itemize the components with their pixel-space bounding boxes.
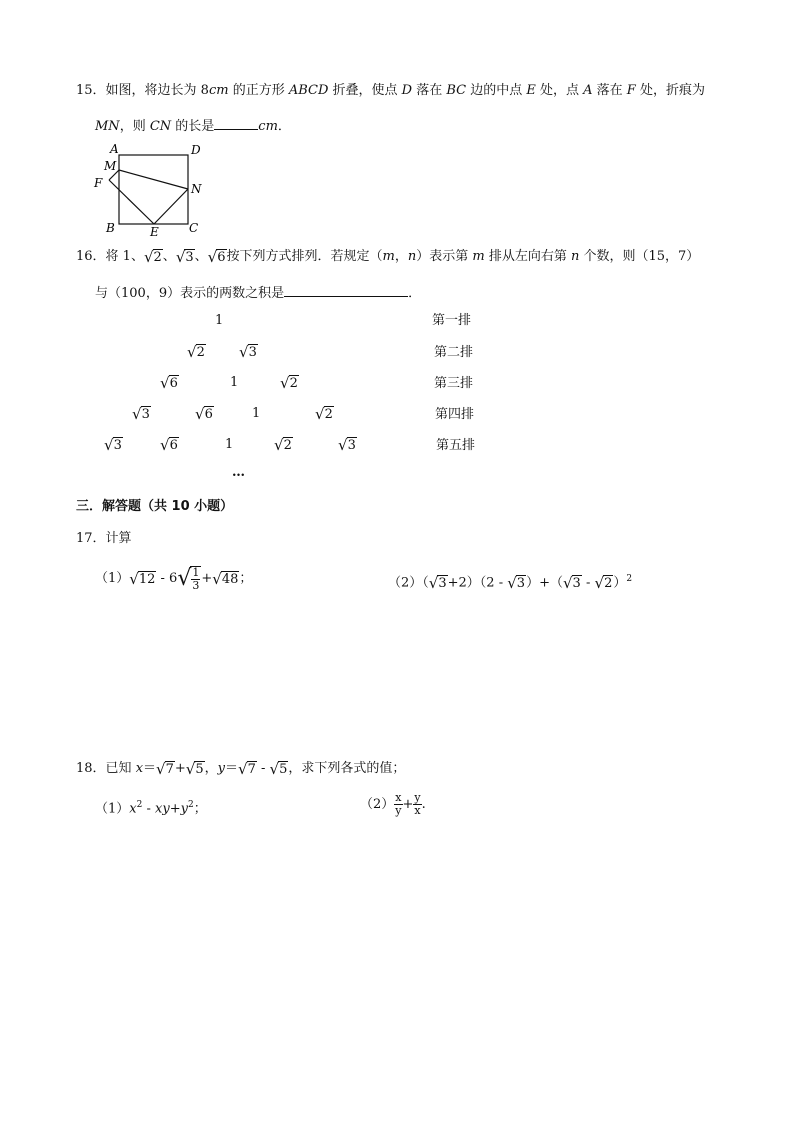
square-abcd <box>119 155 188 224</box>
label-f: F <box>94 176 103 190</box>
row5-item: 1 <box>225 437 234 452</box>
q16-line1: 16．将 1、 √ 2 、 √ 3 、 √ 6 按下列方式排列．若规定（m，n）表示第 m 排从左向右第 n 个数，则（15，7） <box>76 247 700 266</box>
q18-part2: （2） $\frac{x}{y}$ + $\frac{y}{x}$ . <box>360 791 426 817</box>
sqrt-expr: √ 3 <box>175 247 194 266</box>
row5-item: √ 3 <box>338 435 356 454</box>
q15-number: 15． <box>76 83 106 98</box>
q16-number: 16． <box>76 249 106 264</box>
q17-title: 17．计算 <box>76 531 132 546</box>
row5-item: √ 3 <box>104 435 122 454</box>
fold-line-mn <box>119 170 188 189</box>
label-m: M <box>104 159 117 173</box>
label-a: A <box>110 142 119 156</box>
q18-intro: 18．已知 x＝ √ 7 + √ 5 ，y＝ √ 7 - √ 5 ，求下列各式的值； <box>76 759 406 778</box>
row4-item: √ 2 <box>315 404 333 423</box>
row2-item: √ 2 <box>187 342 205 361</box>
segment-fe <box>109 180 154 224</box>
q18-number: 18． <box>76 761 106 776</box>
q17-number: 17． <box>76 531 106 546</box>
sqrt-expr: √ 6 <box>207 247 226 266</box>
label-c: C <box>189 221 199 235</box>
label-b: B <box>106 221 115 235</box>
row2-label: 第二排 <box>434 345 474 360</box>
q16-answer-blank[interactable] <box>284 282 408 297</box>
row1-item: 1 <box>215 313 224 328</box>
q16-line2: 与（100，9）表示的两数之积是 ． <box>95 282 421 303</box>
q17-part2: （2）（ √ 3 +2）（2 - √ 3 ）+（ √ 3 - √ 2 ）$^2$ <box>388 573 633 592</box>
row4-item: √ 6 <box>195 404 213 423</box>
row3-label: 第三排 <box>434 376 474 391</box>
row4-item: √ 3 <box>132 404 150 423</box>
q18-part1: $(1)x^2 - xy+y^2$； <box>95 800 207 817</box>
row4-item: 1 <box>252 406 261 421</box>
row4-label: 第四排 <box>435 407 475 422</box>
row3-item: √ 6 <box>160 373 178 392</box>
q15-line2: MN，则 CN 的长是 cm． <box>95 115 291 136</box>
row5-label: 第五排 <box>436 438 476 453</box>
row5-item: √ 6 <box>160 435 178 454</box>
q17-part1: （1） √ 12 - 6 √ $\frac{1}{3}$ + √ 48 ； <box>95 565 253 592</box>
row1-label: 第一排 <box>432 313 472 328</box>
row3-item: 1 <box>230 375 239 390</box>
sqrt-expr: √ 2 <box>143 247 162 266</box>
label-d: D <box>191 143 201 157</box>
section-3-heading: 三．解答题（共 10 小题） <box>76 499 234 514</box>
triangle-ellipsis: … <box>232 465 245 480</box>
q15-line1: 15．如图，将边长为 8cm 的正方形 ABCD 折叠，使点 D 落在 BC 边的中点 E 处，点 A 落在 F 处，折痕为 <box>76 83 705 98</box>
q15-answer-blank[interactable] <box>214 115 258 130</box>
label-n: N <box>191 182 202 196</box>
label-e: E <box>150 225 159 236</box>
q15-figure <box>88 140 208 236</box>
row3-item: √ 2 <box>280 373 298 392</box>
segment-en <box>154 189 188 224</box>
row5-item: √ 2 <box>274 435 292 454</box>
row2-item: √ 3 <box>239 342 257 361</box>
